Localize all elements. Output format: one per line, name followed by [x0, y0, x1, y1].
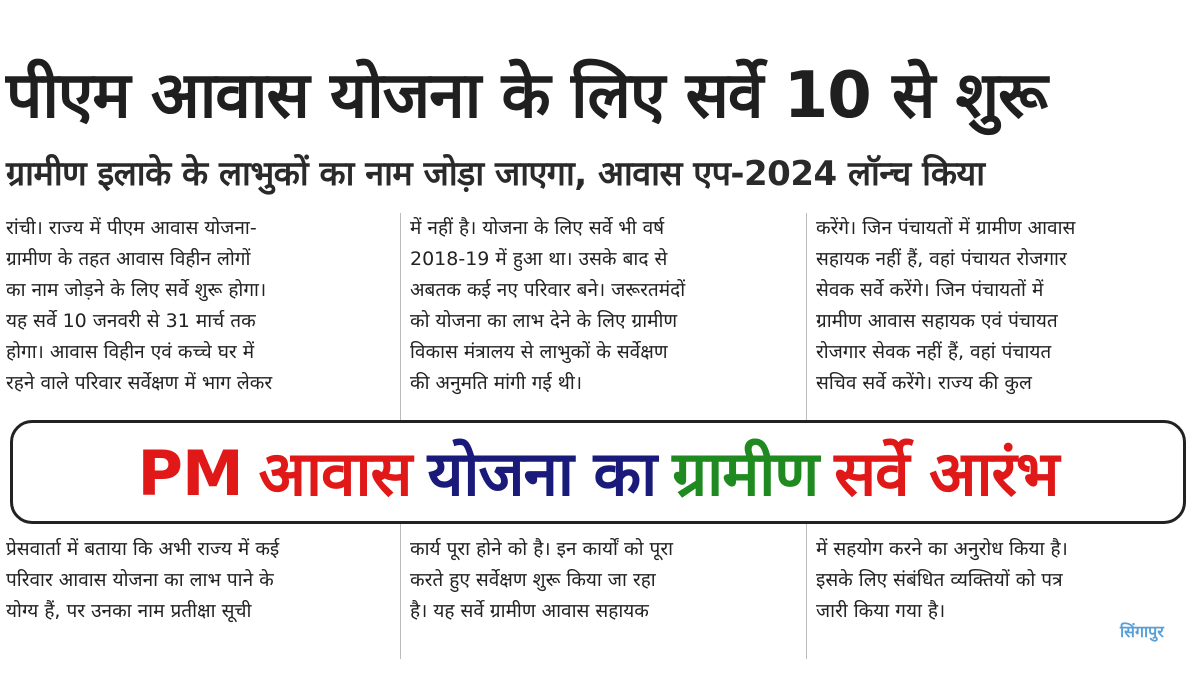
article-line: करते हुए सर्वेक्षण शुरू किया जा रहा — [410, 569, 656, 591]
article-line: करेंगे। जिन पंचायतों में ग्रामीण आवास — [816, 217, 1076, 239]
article-line: सेवक सर्वे करेंगे। जिन पंचायतों में — [816, 279, 1044, 301]
article-line: योग्य हैं, पर उनका नाम प्रतीक्षा सूची — [6, 600, 252, 622]
article-line: ग्रामीण आवास सहायक एवं पंचायत — [816, 310, 1058, 332]
article-line: विकास मंत्रालय से लाभुकों के सर्वेक्षण — [410, 341, 668, 363]
article-line: का नाम जोड़ने के लिए सर्वे शुरू होगा। — [6, 279, 267, 301]
banner-word-yojana: योजना का — [427, 437, 657, 510]
title-banner — [10, 420, 1186, 524]
article-line: ग्रामीण के तहत आवास विहीन लोगों — [6, 248, 251, 270]
publisher-watermark: सिंगापुर — [1120, 622, 1164, 641]
column-1-bottom — [6, 534, 390, 659]
article-line: सहायक नहीं हैं, वहां पंचायत रोजगार — [816, 248, 1067, 270]
article-line: है। यह सर्वे ग्रामीण आवास सहायक — [410, 600, 649, 622]
article-line: प्रेसवार्ता में बताया कि अभी राज्य में कई — [6, 538, 280, 560]
article-line: कार्य पूरा होने को है। इन कार्यों को पूरा — [410, 538, 674, 560]
article-line: रोजगार सेवक नहीं हैं, वहां पंचायत — [816, 341, 1052, 363]
article-line: इसके लिए संबंधित व्यक्तियों को पत्र — [816, 569, 1063, 591]
banner-word-awas: आवास — [258, 437, 412, 510]
article-line: यह सर्वे 10 जनवरी से 31 मार्च तक — [6, 310, 256, 332]
article-line: में सहयोग करने का अनुरोध किया है। — [816, 538, 1068, 560]
column-2-top — [410, 213, 795, 413]
banner-word-survey: सर्वे आरंभ — [834, 437, 1059, 510]
article-line: की अनुमति मांगी गई थी। — [410, 372, 583, 394]
article-headline: पीएम आवास योजना के लिए सर्वे 10 से शुरू — [6, 59, 1047, 133]
column-2-bottom — [410, 534, 795, 659]
article-subheadline: ग्रामीण इलाके के लाभुकों का नाम जोड़ा जाएगा, आवास एप-2024 लॉन्च किया — [6, 154, 985, 194]
banner-title — [130, 430, 1067, 514]
article-line: रहने वाले परिवार सर्वेक्षण में भाग लेकर — [6, 372, 273, 394]
article-line: में नहीं है। योजना के लिए सर्वे भी वर्ष — [410, 217, 665, 239]
banner-word-pm: PM — [137, 437, 243, 510]
article-line: जारी किया गया है। — [816, 600, 946, 622]
article-line: को योजना का लाभ देने के लिए ग्रामीण — [410, 310, 678, 332]
article-line: 2018-19 में हुआ था। उसके बाद से — [410, 248, 668, 270]
column-3-top — [816, 213, 1196, 413]
column-1-top — [6, 213, 390, 413]
article-line: परिवार आवास योजना का लाभ पाने के — [6, 569, 274, 591]
article-line: अबतक कई नए परिवार बने। जरूरतमंदों — [410, 279, 686, 301]
banner-word-gramin: ग्रामीण — [672, 437, 819, 510]
article-line: सचिव सर्वे करेंगे। राज्य की कुल — [816, 372, 1032, 394]
article-line: रांची। राज्य में पीएम आवास योजना- — [6, 217, 257, 239]
article-line: होगा। आवास विहीन एवं कच्चे घर में — [6, 341, 255, 363]
